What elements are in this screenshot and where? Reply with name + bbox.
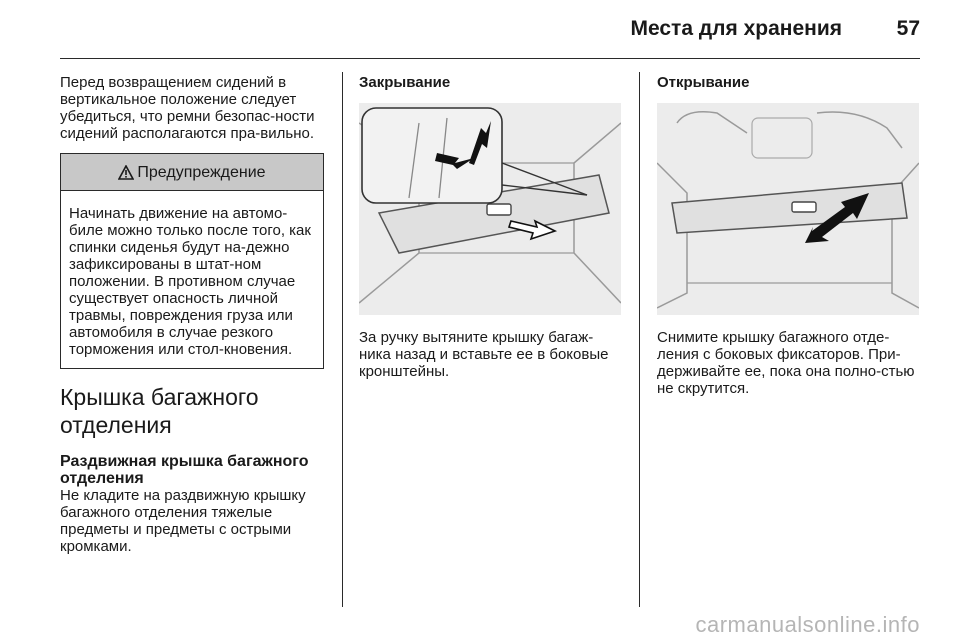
column-divider-2 bbox=[639, 72, 640, 607]
page-title: Места для хранения bbox=[630, 17, 842, 40]
warning-triangle-icon bbox=[118, 165, 134, 180]
closing-heading: Закрывание bbox=[359, 74, 451, 91]
closing-caption: За ручку вытяните крышку багаж-ника назад и вставьте ее в боковые кронштейны. bbox=[359, 329, 609, 380]
column-1 bbox=[60, 74, 326, 555]
warning-box bbox=[60, 153, 324, 369]
opening-illustration bbox=[657, 103, 919, 315]
page-number: 57 bbox=[896, 17, 920, 40]
page-header bbox=[60, 0, 920, 56]
warning-body: Начинать движение на автомо-биле можно только после того, как спинки сиденья будут на-дежно зафиксированы в штат-ном положении. В противном случае существует опасность личной травмы, повреждения груза или автомобиля в случае резкого торможения или стол-кновения. bbox=[69, 205, 311, 358]
intro-paragraph: Перед возвращением сидений в вертикальное положение следует убедиться, что ремни безопас-ности сидений располагаются пра-вильно. bbox=[60, 74, 315, 142]
opening-heading: Открывание bbox=[657, 74, 750, 91]
warning-header bbox=[61, 154, 323, 191]
watermark: carmanualsonline.info bbox=[695, 612, 920, 637]
section-heading: Крышка багажного отделения bbox=[60, 384, 259, 438]
column-3 bbox=[657, 74, 923, 397]
header-divider bbox=[60, 58, 920, 59]
column-divider-1 bbox=[342, 72, 343, 607]
subsection-heading: Раздвижная крышка багажного отделения bbox=[60, 453, 309, 487]
subsection-paragraph: Не кладите на раздвижную крышку багажного отделения тяжелые предметы и предметы с острыми кромками. bbox=[60, 487, 306, 555]
opening-caption: Снимите крышку багажного отде-ления с боковых фиксаторов. При-держивайте ее, пока она полно-стью не скрутится. bbox=[657, 329, 915, 397]
column-2 bbox=[359, 74, 625, 380]
warning-title: Предупреждение bbox=[137, 163, 266, 181]
closing-illustration bbox=[359, 103, 621, 315]
